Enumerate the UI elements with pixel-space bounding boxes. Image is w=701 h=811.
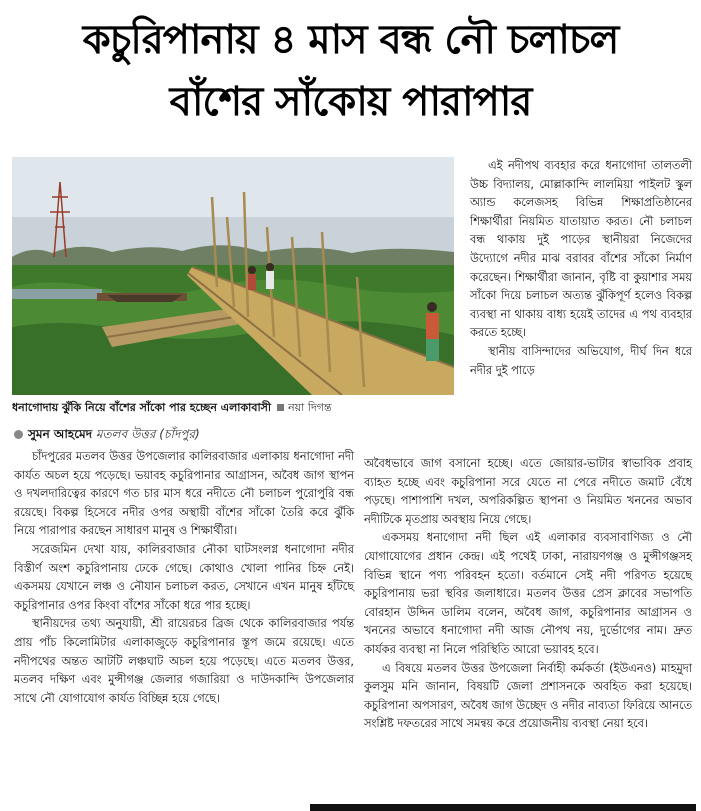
article-paragraph: সরেজমিন দেখা যায়, কালিরবাজার নৌকা ঘাটসংলগ্ন ধনাগোদা নদীর বিস্তীর্ণ অংশ কচুরিপানায় ঢেকে গেছে। কোথাও খোলা পানির চিহ্ন নেই। একসময় যেখানে লঞ্চ ও নৌযান চলাচল করত, সেখানে এখন মানুষ হাঁটছে কচুরিপানার ওপর কিংবা বাঁশের সাঁকো ধরে পার হচ্ছে।	[14, 542, 354, 612]
byline-author: সুমন আহমেদ	[28, 427, 93, 441]
byline	[14, 425, 200, 443]
headline-line-2: বাঁশের সাঁকোয় পারাপার	[169, 79, 532, 125]
article-paragraph-continued: অবৈধভাবে জাগ বসানো হচ্ছে। এতে জোয়ার-ভাটার স্বাভাবিক প্রবাহ ব্যাহত হচ্ছে এবং কচুরিপানা সরে যেতে না পেরে নদীতে জমাট বেঁধে পড়ছে। পাশাপাশি দখল, অপরিকল্পিত স্থাপনা ও নিয়মিত খননের অভাব নদীটিকে মৃতপ্রায় অবস্থায় নিয়ে গেছে।	[364, 457, 692, 526]
article-paragraph: একসময় ধনাগোদা নদী ছিল এই এলাকার ব্যবসাবাণিজ্য ও নৌ যোগাযোগের প্রধান কেন্দ্র। এই পথেই ঢাকা, নারায়ণগঞ্জ ও মুন্সীগঞ্জসহ বিভিন্ন স্থানে পণ্য পরিবহন হতো। বর্তমানে সেই নদী পরিণত হয়েছে কচুরিপানায় ভরা স্থবির জলাধারে। মতলব উত্তর প্রেস ক্লাবের সভাপতি বোরহান উদ্দিন ডালিম বলেন, অবৈধ জাগ, কচুরিপানার আগ্রাসন ও খননের অভাবে ধনাগোদা নদী আজ নৌপথ নয়, দুর্ভোগের নাম। দ্রুত কার্যকর ব্যবস্থা না নিলে পরিস্থিতি আরো ভয়াবহ হবে।	[364, 531, 692, 656]
article-paragraph: স্থানীয়দের তথ্য অনুযায়ী, শ্রী রায়েরচর ব্রিজ থেকে কালিরবাজার পর্যন্ত প্রায় পাঁচ কিলোমিটার এলাকাজুড়ে কচুরিপানার স্তূপ জমে রয়েছে। এতে নদীপথের অন্তত আটটি লঞ্চঘাট অচল হয়ে পড়েছে। এতে মতলব উত্তর, মতলব দক্ষিণ এবং মুন্সীগঞ্জ জেলার গজারিয়া ও দাউদকান্দি উপজেলার সাথে নৌ যোগাযোগ কার্যত বিচ্ছিন্ন হয়ে গেছে।	[14, 617, 354, 705]
headline-line-1: কচুরিপানায় ৪ মাস বন্ধ নৌ চলাচল	[82, 17, 619, 63]
byline-place: মতলব উত্তর (চাঁদপুর)	[95, 427, 200, 441]
article-paragraph: এই নদীপথ ব্যবহার করে ধনাগোদা তালতলী উচ্চ বিদ্যালয়, মোল্লাকান্দি লালমিয়া পাইলট স্কুল অ্যান্ড কলেজসহ বিভিন্ন শিক্ষাপ্রতিষ্ঠানের শিক্ষার্থীরা নিয়মিত যাতায়াত করত। নৌ চলাচল বন্ধ থাকায় দুই পাড়ের স্থানীয়রা নিজেদের উদ্যোগে নদীর মাঝ বরাবর বাঁশের সাঁকো নির্মাণ করেছেন। শিক্ষার্থীরা জানান, বৃষ্টি বা কুয়াশার সময় সাঁকো দিয়ে চলাচল অত্যন্ত ঝুঁকিপূর্ণ হলেও বিকল্প ব্যবস্থা না থাকায় বাধ্য হয়েই তাদের এ পথ ব্যবহার করতে হচ্ছে।	[470, 159, 692, 340]
square-bullet-icon	[277, 404, 284, 411]
photo-credit: নয়া দিগন্ত	[288, 401, 332, 414]
bottom-divider	[310, 804, 696, 811]
article-paragraph: স্থানীয় বাসিন্দাদের অভিযোগ, দীর্ঘ দিন ধরে নদীর দুই পাড়ে	[470, 344, 692, 377]
article-paragraph: চাঁদপুরের মতলব উত্তর উপজেলার কালিরবাজার এলাকায় ধনাগোদা নদী কার্যত অচল হয়ে পড়েছে। ভয়াবহ কচুরিপানার আগ্রাসন, অবৈধ জাগ স্থাপন ও দখলদারিত্বের কারণে গত চার মাস ধরে নদীতে নৌ চলাচল পুরোপুরি বন্ধ রয়েছে। বিকল্প হিসেবে নদীর ওপর অস্থায়ী বাঁশের সাঁকো তৈরি করে ঝুঁকি নিয়ে পারাপার করছেন সাধারণ মানুষ ও শিক্ষার্থীরা।	[14, 450, 354, 538]
photo-caption	[12, 400, 462, 416]
article-column-right-bottom	[364, 455, 692, 734]
photo-bamboo-bridge-river	[12, 157, 454, 395]
article-paragraph: এ বিষয়ে মতলব উত্তর উপজেলা নির্বাহী কর্মকর্তা (ইউএনও) মাহমুদা কুলসুম মনি জানান, বিষয়টি জেলা প্রশাসনকে অবহিত করা হয়েছে। কচুরিপানা অপসারণ, অবৈধ জাগ উচ্ছেদ ও নদীর নাব্যতা ফিরিয়ে আনতে সংশ্লিষ্ট দফতরের সাথে সমন্বয় করে প্রয়োজনীয় ব্যবস্থা নেয়া হবে।	[364, 661, 692, 731]
article-column-left	[14, 448, 354, 708]
bullet-icon	[14, 430, 23, 439]
photo-caption-text: ধনাগোদায় ঝুঁকি নিয়ে বাঁশের সাঁকো পার হচ্ছেন এলাকাবাসী	[12, 401, 272, 414]
news-photo	[12, 157, 454, 395]
article-column-right-top	[470, 157, 692, 380]
